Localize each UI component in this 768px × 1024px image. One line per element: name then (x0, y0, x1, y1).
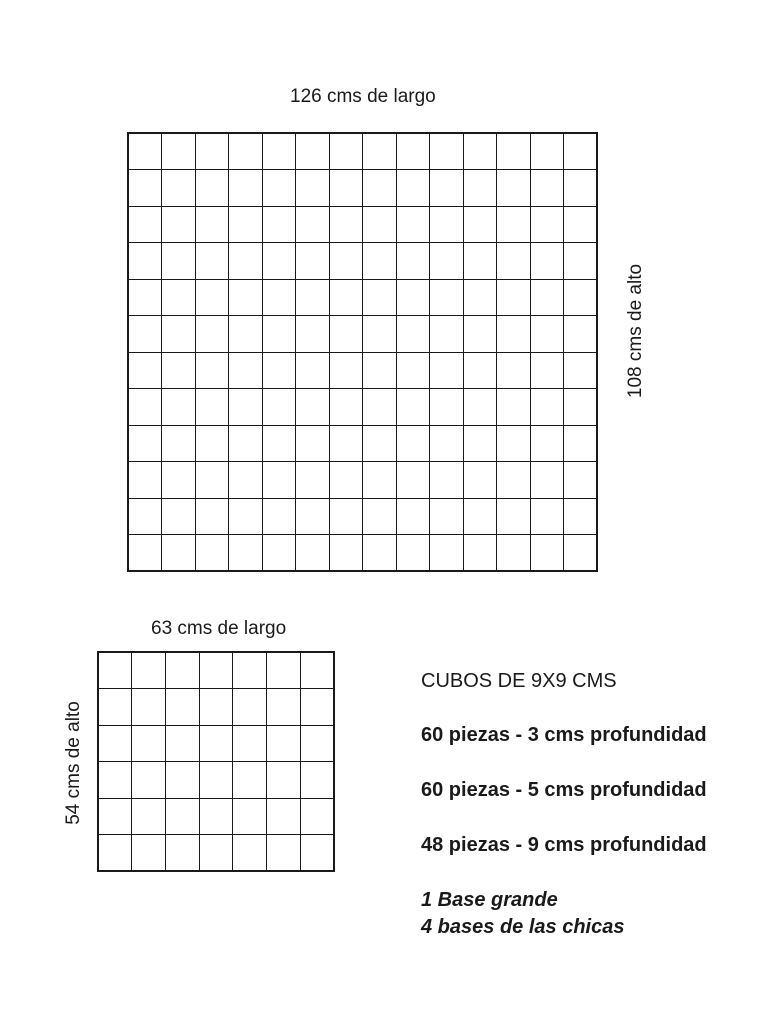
grid-cell (128, 133, 162, 170)
grid-cell (296, 535, 330, 572)
grid-cell (128, 389, 162, 426)
grid-cell (300, 689, 334, 726)
grid-cell (329, 389, 363, 426)
grid-cell (262, 170, 296, 207)
grid-cell (165, 798, 199, 835)
grid-cell (497, 352, 531, 389)
grid-cell (229, 279, 263, 316)
grid-cell (430, 279, 464, 316)
grid-cell (497, 425, 531, 462)
grid-cell (98, 725, 132, 762)
grid-cell (162, 498, 196, 535)
grid-row (98, 652, 334, 689)
grid-row (128, 316, 597, 353)
grid-cell (128, 535, 162, 572)
grid-cell (266, 725, 300, 762)
grid-cell (296, 389, 330, 426)
small-base-width-label: 63 cms de largo (151, 618, 287, 639)
grid-cell (463, 462, 497, 499)
grid-cell (195, 352, 229, 389)
grid-cell (296, 206, 330, 243)
grid-cell (497, 498, 531, 535)
cubes-heading: CUBOS DE 9X9 CMS (421, 670, 617, 692)
grid-cell (162, 133, 196, 170)
grid-cell (162, 462, 196, 499)
grid-cell (296, 316, 330, 353)
grid-cell (262, 243, 296, 280)
grid-cell (262, 316, 296, 353)
grid-cell (128, 206, 162, 243)
grid-cell (530, 206, 564, 243)
grid-cell (195, 498, 229, 535)
big-base-width-label: 126 cms de largo (290, 86, 436, 107)
base-large-line: 1 Base grande (421, 889, 558, 911)
grid-cell (430, 170, 464, 207)
grid-cell (262, 279, 296, 316)
grid-cell (329, 316, 363, 353)
grid-cell (363, 279, 397, 316)
grid-cell (195, 316, 229, 353)
grid-cell (497, 535, 531, 572)
grid-cell (233, 835, 267, 872)
grid-cell (497, 279, 531, 316)
grid-cell (497, 243, 531, 280)
grid-cell (497, 389, 531, 426)
grid-cell (132, 762, 166, 799)
grid-cell (530, 352, 564, 389)
grid-cell (195, 535, 229, 572)
grid-cell (363, 389, 397, 426)
grid-cell (229, 243, 263, 280)
grid-cell (165, 835, 199, 872)
grid-cell (229, 535, 263, 572)
grid-row (128, 206, 597, 243)
grid-cell (132, 689, 166, 726)
grid-cell (497, 206, 531, 243)
big-base-height-label: 108 cms de alto (625, 263, 646, 399)
grid-cell (266, 762, 300, 799)
grid-cell (132, 652, 166, 689)
grid-cell (530, 243, 564, 280)
grid-cell (329, 279, 363, 316)
grid-row (98, 689, 334, 726)
grid-cell (564, 206, 598, 243)
grid-cell (564, 498, 598, 535)
grid-cell (296, 279, 330, 316)
grid-row (128, 535, 597, 572)
grid-cell (162, 243, 196, 280)
grid-cell (229, 316, 263, 353)
grid-cell (430, 425, 464, 462)
grid-row (128, 279, 597, 316)
grid-cell (430, 535, 464, 572)
grid-cell (296, 133, 330, 170)
grid-cell (530, 389, 564, 426)
grid-cell (132, 725, 166, 762)
grid-cell (564, 316, 598, 353)
grid-cell (195, 243, 229, 280)
grid-cell (229, 206, 263, 243)
grid-cell (396, 389, 430, 426)
grid-cell (233, 762, 267, 799)
grid-cell (430, 316, 464, 353)
grid-cell (396, 352, 430, 389)
grid-cell (262, 389, 296, 426)
grid-cell (564, 535, 598, 572)
grid-cell (363, 425, 397, 462)
grid-cell (266, 798, 300, 835)
small-base-height-label: 54 cms de alto (63, 701, 84, 825)
grid-row (98, 835, 334, 872)
grid-cell (128, 243, 162, 280)
grid-cell (162, 389, 196, 426)
grid-cell (396, 498, 430, 535)
grid-cell (497, 462, 531, 499)
grid-row (128, 462, 597, 499)
grid-cell (463, 352, 497, 389)
grid-cell (229, 133, 263, 170)
grid-cell (162, 279, 196, 316)
grid-cell (430, 352, 464, 389)
grid-cell (262, 425, 296, 462)
grid-cell (165, 652, 199, 689)
grid-cell (329, 498, 363, 535)
grid-cell (233, 725, 267, 762)
grid-cell (329, 170, 363, 207)
grid-cell (132, 798, 166, 835)
grid-cell (530, 425, 564, 462)
grid-cell (195, 389, 229, 426)
grid-row (128, 389, 597, 426)
grid-cell (530, 133, 564, 170)
grid-cell (296, 498, 330, 535)
grid-cell (329, 133, 363, 170)
grid-cell (262, 462, 296, 499)
grid-cell (463, 243, 497, 280)
grid-cell (497, 170, 531, 207)
grid-cell (195, 425, 229, 462)
grid-cell (229, 498, 263, 535)
grid-cell (262, 498, 296, 535)
grid-row (128, 170, 597, 207)
grid-cell (363, 170, 397, 207)
grid-cell (564, 425, 598, 462)
grid-cell (266, 835, 300, 872)
big-base-grid (127, 132, 598, 572)
grid-cell (530, 279, 564, 316)
grid-cell (296, 243, 330, 280)
grid-cell (463, 279, 497, 316)
grid-cell (363, 535, 397, 572)
base-small-line: 4 bases de las chicas (421, 916, 625, 938)
grid-cell (262, 133, 296, 170)
grid-cell (396, 462, 430, 499)
grid-cell (329, 425, 363, 462)
grid-cell (396, 535, 430, 572)
grid-cell (363, 133, 397, 170)
grid-cell (396, 170, 430, 207)
grid-cell (463, 535, 497, 572)
grid-cell (363, 243, 397, 280)
grid-cell (296, 352, 330, 389)
grid-row (98, 725, 334, 762)
grid-cell (564, 389, 598, 426)
grid-cell (162, 535, 196, 572)
grid-cell (396, 206, 430, 243)
grid-cell (396, 133, 430, 170)
grid-cell (396, 243, 430, 280)
grid-cell (195, 206, 229, 243)
grid-cell (195, 462, 229, 499)
grid-cell (98, 835, 132, 872)
grid-cell (199, 652, 233, 689)
grid-cell (430, 243, 464, 280)
grid-cell (363, 316, 397, 353)
grid-cell (199, 762, 233, 799)
grid-cell (296, 425, 330, 462)
grid-cell (165, 762, 199, 799)
grid-row (128, 352, 597, 389)
grid-cell (430, 389, 464, 426)
grid-row (98, 762, 334, 799)
grid-cell (229, 352, 263, 389)
grid-cell (396, 316, 430, 353)
grid-cell (98, 689, 132, 726)
grid-cell (162, 206, 196, 243)
grid-cell (564, 462, 598, 499)
grid-cell (296, 462, 330, 499)
grid-cell (530, 462, 564, 499)
grid-cell (564, 243, 598, 280)
grid-cell (530, 316, 564, 353)
grid-cell (266, 689, 300, 726)
pieces-line-3cm: 60 piezas - 3 cms profundidad (421, 724, 707, 746)
grid-cell (300, 835, 334, 872)
pieces-line-9cm: 48 piezas - 9 cms profundidad (421, 834, 707, 856)
grid-cell (98, 762, 132, 799)
grid-cell (329, 462, 363, 499)
grid-cell (363, 206, 397, 243)
grid-cell (564, 170, 598, 207)
grid-cell (497, 316, 531, 353)
grid-cell (463, 389, 497, 426)
grid-cell (128, 170, 162, 207)
grid-cell (430, 206, 464, 243)
grid-cell (229, 425, 263, 462)
grid-cell (199, 798, 233, 835)
grid-cell (430, 498, 464, 535)
grid-cell (195, 279, 229, 316)
grid-cell (564, 133, 598, 170)
grid-cell (162, 316, 196, 353)
grid-cell (233, 652, 267, 689)
grid-cell (396, 425, 430, 462)
grid-cell (430, 462, 464, 499)
grid-cell (165, 725, 199, 762)
grid-cell (463, 425, 497, 462)
grid-cell (128, 425, 162, 462)
grid-cell (128, 279, 162, 316)
grid-cell (300, 725, 334, 762)
grid-cell (262, 206, 296, 243)
grid-cell (199, 725, 233, 762)
grid-cell (128, 462, 162, 499)
grid-cell (530, 498, 564, 535)
grid-cell (98, 798, 132, 835)
grid-cell (300, 762, 334, 799)
grid-cell (128, 316, 162, 353)
grid-cell (530, 170, 564, 207)
grid-cell (530, 535, 564, 572)
grid-cell (463, 498, 497, 535)
grid-cell (497, 133, 531, 170)
grid-cell (233, 798, 267, 835)
grid-cell (98, 652, 132, 689)
grid-cell (300, 798, 334, 835)
grid-cell (262, 535, 296, 572)
grid-cell (162, 170, 196, 207)
pieces-line-5cm: 60 piezas - 5 cms profundidad (421, 779, 707, 801)
small-base-grid (97, 651, 335, 872)
grid-cell (128, 498, 162, 535)
grid-cell (396, 279, 430, 316)
grid-row (128, 133, 597, 170)
grid-cell (564, 352, 598, 389)
grid-cell (329, 206, 363, 243)
grid-cell (128, 352, 162, 389)
grid-cell (195, 133, 229, 170)
grid-cell (463, 133, 497, 170)
grid-cell (229, 462, 263, 499)
grid-cell (165, 689, 199, 726)
grid-cell (329, 243, 363, 280)
grid-cell (233, 689, 267, 726)
grid-cell (463, 170, 497, 207)
grid-cell (229, 170, 263, 207)
grid-cell (296, 170, 330, 207)
grid-cell (300, 652, 334, 689)
grid-row (128, 498, 597, 535)
grid-cell (363, 498, 397, 535)
grid-cell (229, 389, 263, 426)
grid-cell (463, 316, 497, 353)
grid-cell (463, 206, 497, 243)
grid-cell (564, 279, 598, 316)
grid-cell (363, 352, 397, 389)
grid-cell (199, 835, 233, 872)
grid-cell (266, 652, 300, 689)
grid-cell (132, 835, 166, 872)
grid-cell (199, 689, 233, 726)
grid-cell (329, 352, 363, 389)
grid-cell (430, 133, 464, 170)
grid-cell (162, 352, 196, 389)
grid-cell (262, 352, 296, 389)
grid-cell (363, 462, 397, 499)
grid-row (128, 425, 597, 462)
grid-cell (195, 170, 229, 207)
grid-row (128, 243, 597, 280)
grid-cell (329, 535, 363, 572)
grid-row (98, 798, 334, 835)
grid-cell (162, 425, 196, 462)
